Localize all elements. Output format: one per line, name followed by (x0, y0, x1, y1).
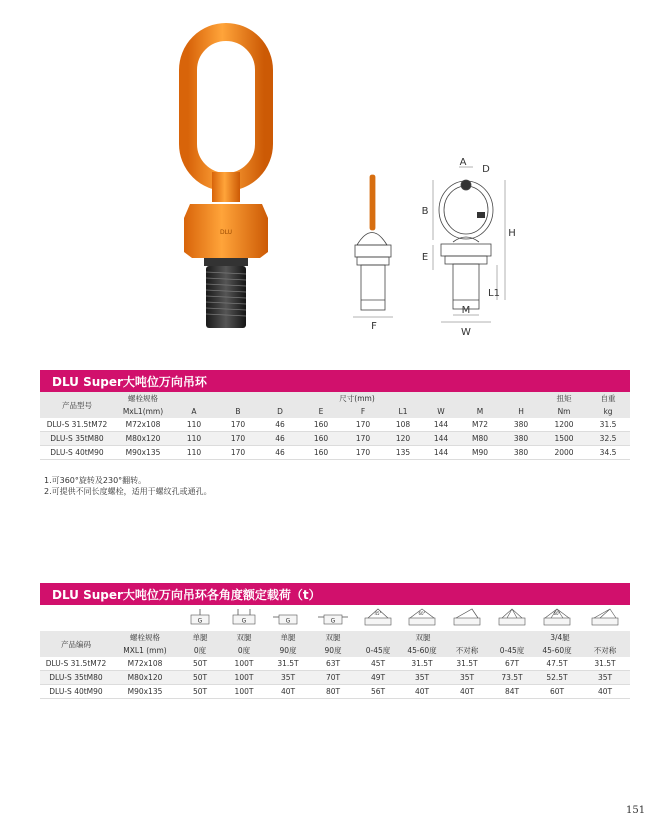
header-bolt-spec: 螺栓规格 (114, 392, 172, 405)
header-leg: 单腿 (178, 631, 222, 644)
header-dims: 尺寸(mm) (172, 392, 542, 405)
header-dim-b: B (216, 405, 260, 418)
single-leg-0-icon (185, 609, 215, 625)
header-torque-unit: Nm (542, 405, 586, 418)
cell: 40T (266, 685, 310, 699)
load-table (40, 605, 630, 699)
spec-table (40, 392, 630, 460)
cell: 31.5 (586, 418, 630, 432)
double-leg-60-icon (405, 608, 439, 626)
cell: 40T (580, 685, 630, 699)
label-M: M (461, 305, 471, 316)
cell: DLU-S 35tM80 (40, 432, 114, 446)
header-bolt-unit: MXL1 (mm) (112, 644, 178, 657)
double-leg-90-icon (318, 609, 348, 625)
header-leg: 双腿 (222, 631, 266, 644)
cell: 45T (356, 657, 400, 671)
cell: 73.5T (490, 671, 534, 685)
cell: M72x108 (112, 657, 178, 671)
cell: 170 (216, 418, 260, 432)
cell: 170 (342, 446, 384, 460)
cell: 35T (400, 671, 444, 685)
cell: 110 (172, 418, 216, 432)
label-E: E (421, 252, 429, 263)
cell: 49T (356, 671, 400, 685)
cell: M90 (460, 446, 500, 460)
table-row (40, 418, 630, 432)
cell: 160 (300, 432, 342, 446)
svg-text:DLU: DLU (219, 229, 233, 236)
table-row (40, 671, 630, 685)
cell: 120 (384, 432, 422, 446)
cell: 144 (422, 432, 460, 446)
cell: 46 (260, 446, 300, 460)
table-row (40, 432, 630, 446)
header-angle: 0-45度 (356, 644, 400, 657)
multi-leg-asym-icon (588, 608, 622, 626)
section-title: DLU Super大吨位万向吊环各角度额定载荷（t） (52, 588, 321, 602)
svg-text:60°: 60° (553, 611, 561, 616)
header-weight: 自重 (586, 392, 630, 405)
header-leg: 单腿 (266, 631, 310, 644)
cell: DLU-S 31.5tM72 (40, 418, 114, 432)
header-dim-m: M (460, 405, 500, 418)
header-bolt-unit: MxL1(mm) (114, 405, 172, 418)
header-dim-d: D (260, 405, 300, 418)
cell: 67T (490, 657, 534, 671)
header-weight-unit: kg (586, 405, 630, 418)
cell: 380 (500, 418, 542, 432)
svg-text:45°: 45° (374, 611, 382, 616)
cell: 46 (260, 418, 300, 432)
cell: 380 (500, 446, 542, 460)
label-W: W (461, 327, 471, 338)
cell: 52.5T (534, 671, 580, 685)
cell: 31.5T (580, 657, 630, 671)
cell: M72 (460, 418, 500, 432)
cell: 35T (444, 671, 490, 685)
header-leg: 3/4腿 (490, 631, 630, 644)
cell: 40T (400, 685, 444, 699)
page-number: 151 (626, 805, 646, 816)
cell: 160 (300, 446, 342, 460)
header-dim-a: A (172, 405, 216, 418)
cell: 380 (500, 432, 542, 446)
table-row (40, 657, 630, 671)
cell: 108 (384, 418, 422, 432)
header-angle: 0度 (222, 644, 266, 657)
svg-text:60°: 60° (418, 611, 426, 616)
cell: 80T (310, 685, 356, 699)
cell: 32.5 (586, 432, 630, 446)
technical-drawing (345, 150, 535, 345)
cell: 144 (422, 418, 460, 432)
cell: 2000 (542, 446, 586, 460)
cell: 135 (384, 446, 422, 460)
header-dim-f: F (342, 405, 384, 418)
cell: 110 (172, 446, 216, 460)
header-bolt-spec: 螺栓规格 (112, 631, 178, 644)
label-D: D (482, 164, 490, 175)
cell: 50T (178, 657, 222, 671)
cell: 70T (310, 671, 356, 685)
double-leg-asym-icon (450, 608, 484, 626)
cell: 1200 (542, 418, 586, 432)
cell: 34.5 (586, 446, 630, 460)
header-leg: 双腿 (356, 631, 490, 644)
header-model-code: 产品编码 (40, 631, 112, 657)
cell: 100T (222, 685, 266, 699)
cell: 110 (172, 432, 216, 446)
cell: M80x120 (114, 432, 172, 446)
cell: 47.5T (534, 657, 580, 671)
cell: M90x135 (114, 446, 172, 460)
cell: 144 (422, 446, 460, 460)
header-angle: 0度 (178, 644, 222, 657)
header-dim-w: W (422, 405, 460, 418)
label-B: B (421, 206, 429, 217)
label-H: H (508, 228, 516, 239)
header-angle: 90度 (310, 644, 356, 657)
cell: 100T (222, 657, 266, 671)
cell: DLU-S 40tM90 (40, 685, 112, 699)
header-angle: 不对称 (444, 644, 490, 657)
svg-text:G: G (330, 617, 336, 625)
cell: M80x120 (112, 671, 178, 685)
product-photo (150, 22, 300, 342)
note-line: 2.可提供不同长度螺栓，适用于螺纹孔或通孔。 (44, 487, 212, 496)
cell: DLU-S 35tM80 (40, 671, 112, 685)
header-angle: 90度 (266, 644, 310, 657)
header-dim-e: E (300, 405, 342, 418)
cell: 31.5T (266, 657, 310, 671)
header-dim-h: H (500, 405, 542, 418)
cell: DLU-S 31.5tM72 (40, 657, 112, 671)
single-leg-90-icon (273, 609, 303, 625)
cell: 170 (342, 432, 384, 446)
cell: 46 (260, 432, 300, 446)
svg-text:G: G (285, 617, 291, 625)
table-row (40, 685, 630, 699)
cell: 170 (216, 432, 260, 446)
label-F: F (371, 321, 377, 332)
cell: 100T (222, 671, 266, 685)
cell: 31.5T (400, 657, 444, 671)
header-dim-l1: L1 (384, 405, 422, 418)
cell: 40T (444, 685, 490, 699)
section-header-specs (40, 370, 630, 392)
label-A: A (459, 157, 467, 168)
multi-leg-45-icon (495, 608, 529, 626)
multi-leg-60-icon (540, 608, 574, 626)
header-torque: 扭矩 (542, 392, 586, 405)
header-angle: 不对称 (580, 644, 630, 657)
double-leg-45-icon (361, 608, 395, 626)
double-leg-0-icon (229, 609, 259, 625)
cell: DLU-S 40tM90 (40, 446, 114, 460)
header-angle: 0-45度 (490, 644, 534, 657)
header-angle: 45-60度 (400, 644, 444, 657)
cell: 170 (342, 418, 384, 432)
section-header-loads (40, 583, 630, 605)
cell: 35T (266, 671, 310, 685)
icon-row (40, 605, 630, 631)
notes (44, 475, 212, 497)
cell: 50T (178, 671, 222, 685)
cell: 84T (490, 685, 534, 699)
cell: M90x135 (112, 685, 178, 699)
svg-text:G: G (197, 617, 203, 625)
cell: M72x108 (114, 418, 172, 432)
cell: 50T (178, 685, 222, 699)
cell: 63T (310, 657, 356, 671)
cell: 31.5T (444, 657, 490, 671)
cell: 35T (580, 671, 630, 685)
section-title: DLU Super大吨位万向吊环 (52, 375, 207, 389)
cell: 160 (300, 418, 342, 432)
cell: 170 (216, 446, 260, 460)
header-angle: 45-60度 (534, 644, 580, 657)
cell: 1500 (542, 432, 586, 446)
note-line: 1.可360°旋转及230°翻转。 (44, 476, 147, 485)
header-leg: 双腿 (310, 631, 356, 644)
cell: M80 (460, 432, 500, 446)
svg-text:G: G (241, 617, 247, 625)
cell: 60T (534, 685, 580, 699)
header-model: 产品型号 (40, 392, 114, 418)
table-row (40, 446, 630, 460)
cell: 56T (356, 685, 400, 699)
label-L1: L1 (488, 288, 500, 299)
